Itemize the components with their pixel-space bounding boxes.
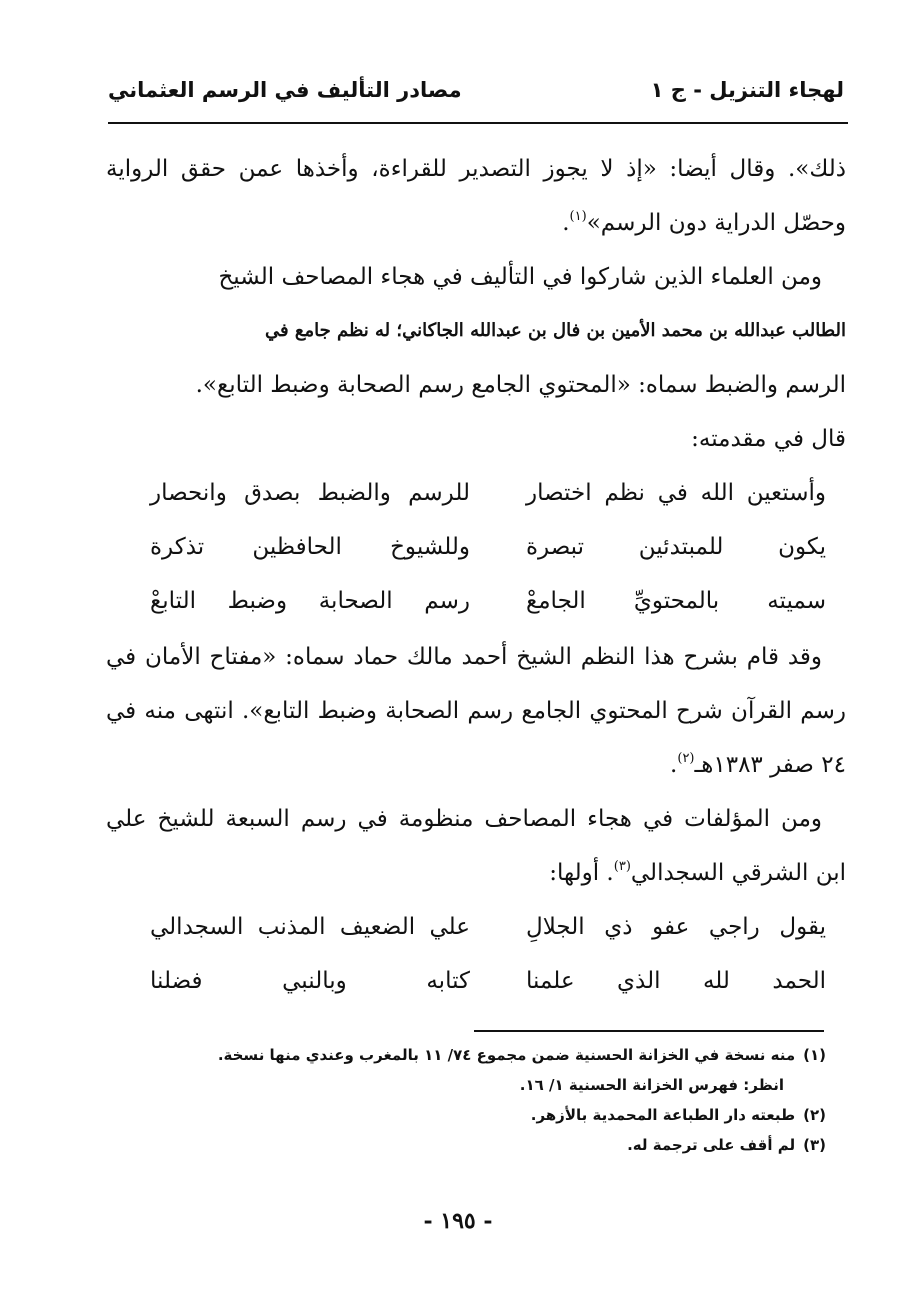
header-book-title: لهجاء التنزيل - ج ١ xyxy=(650,78,844,102)
footnote-text: طبعته دار الطباعة المحمدية بالأزهر. xyxy=(530,1106,796,1124)
footnote-text: انظر: فهرس الخزانة الحسنية ١/ ١٦. xyxy=(519,1076,784,1094)
poem-excerpt-1 xyxy=(106,466,846,628)
paragraph-2-line-4: قال في مقدمته: xyxy=(691,426,846,452)
verse-line xyxy=(106,520,846,574)
footnote-1 xyxy=(150,1040,826,1070)
paragraph-1 xyxy=(106,142,846,250)
verse-second-hemistich: علي الضعيف المذنب السجدالي xyxy=(150,914,470,940)
verse-first-hemistich: وأستعين الله في نظم اختصار xyxy=(526,480,826,506)
paragraph-4-end: . أولها: xyxy=(549,860,614,886)
poem-excerpt-2 xyxy=(106,900,846,1008)
footnote-number: (١) xyxy=(803,1046,826,1064)
footnote-text: لم أقف على ترجمة له. xyxy=(627,1136,796,1154)
main-text xyxy=(106,142,846,466)
verse-second-hemistich: كتابه وبالنبي فضلنا xyxy=(150,968,470,994)
verse-line xyxy=(106,900,846,954)
paragraph-1-text: ذلك». وقال أيضا: «إذ لا يجوز التصدير للقراءة، وأخذها عمن حقق الرواية وحصّل الدراية دون الرسم» xyxy=(106,156,846,236)
footnote-ref-1: (١) xyxy=(569,209,587,224)
footnote-1-continuation xyxy=(150,1070,826,1100)
header-chapter-title: مصادر التأليف في الرسم العثماني xyxy=(108,78,462,102)
verse-first-hemistich: الحمد لله الذي علمنا xyxy=(526,968,826,994)
footnote-number: (٣) xyxy=(803,1136,826,1154)
paragraph-4-text: ومن المؤلفات في هجاء المصاحف منظومة في رسم السبعة للشيخ علي ابن الشرقي السجدالي xyxy=(106,806,846,886)
header-divider xyxy=(108,122,848,124)
verse-first-hemistich: سميته بالمحتويِّ الجامعْ xyxy=(526,588,826,614)
main-text-continued xyxy=(106,630,846,900)
footnote-text: منه نسخة في الخزانة الحسنية ضمن مجموع ٧٤/ ١١ بالمغرب وعندي منها نسخة. xyxy=(217,1046,796,1064)
verse-line xyxy=(106,574,846,628)
verse-second-hemistich: رسم الصحابة وضبط التابعْ xyxy=(150,588,470,614)
footnote-divider xyxy=(474,1030,824,1032)
footnote-number: (٢) xyxy=(803,1106,826,1124)
paragraph-3-text: وقد قام بشرح هذا النظم الشيخ أحمد مالك حماد سماه: «مفتاح الأمان في رسم القرآن شرح المحتوي الجامع رسم الصحابة وضبط التابع». انتهى منه في ٢٤ صفر ١٣٨٣هـ xyxy=(106,644,846,778)
paragraph-3 xyxy=(106,630,846,792)
verse-line xyxy=(106,954,846,1008)
paragraph-1-end: . xyxy=(562,210,570,236)
verse-second-hemistich: وللشيوخ الحافظين تذكرة xyxy=(150,534,470,560)
verse-second-hemistich: للرسم والضبط بصدق وانحصار xyxy=(150,480,470,506)
paragraph-4 xyxy=(106,792,846,900)
paragraph-2-line-1: ومن العلماء الذين شاركوا في التأليف في هجاء المصاحف الشيخ xyxy=(218,264,822,290)
paragraph-2-line-3: الرسم والضبط سماه: «المحتوي الجامع رسم الصحابة وضبط التابع». xyxy=(195,372,846,398)
running-header xyxy=(108,78,844,118)
paragraph-3-end: . xyxy=(670,752,678,778)
verse-line xyxy=(106,466,846,520)
footnote-ref-3: (٣) xyxy=(613,859,631,874)
verse-first-hemistich: يكون للمبتدئين تبصرة xyxy=(526,534,826,560)
footnote-2 xyxy=(150,1100,826,1130)
footnote-ref-2: (٢) xyxy=(677,751,695,766)
footnote-3 xyxy=(150,1130,826,1160)
footnotes xyxy=(150,1040,826,1160)
page-number: - ١٩٥ - xyxy=(423,1208,493,1234)
verse-first-hemistich: يقول راجي عفو ذي الجلالِ xyxy=(526,914,826,940)
paragraph-2-line-2: الطالب عبدالله بن محمد الأمين بن فال بن عبدالله الجاكاني؛ له نظم جامع في xyxy=(265,320,846,341)
